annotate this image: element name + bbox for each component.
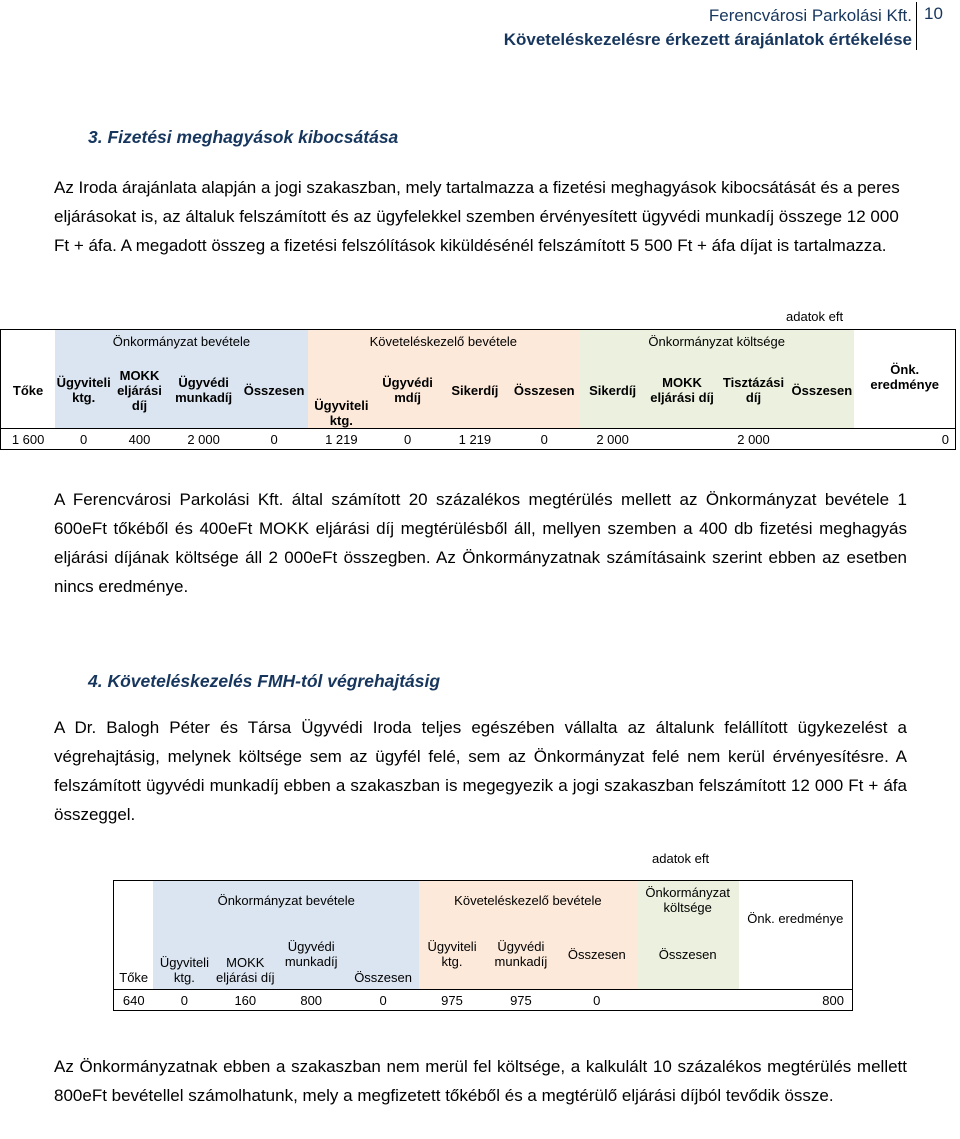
table-cell: 640 xyxy=(114,990,154,1011)
col-header: Sikerdíj xyxy=(579,352,646,429)
table-group-header-row xyxy=(1,330,956,353)
col-header: Tisztázási díj xyxy=(718,352,790,429)
col-header: Tőke xyxy=(1,352,56,429)
col-header: Összesen xyxy=(240,352,307,429)
table-cell xyxy=(646,429,718,450)
group-header-collector-revenue: Követeléskezelő bevétele xyxy=(308,330,579,353)
col-header: Ügyvédi munkadíj xyxy=(167,352,241,429)
group-header-cost: Önkormányzat költsége xyxy=(637,881,739,920)
col-header: Sikerdíj xyxy=(440,352,509,429)
table-cell: 0 xyxy=(55,429,112,450)
col-header: Tőke xyxy=(114,919,154,990)
unit-label-2: adatok eft xyxy=(652,851,710,866)
group-header-collector-revenue: Követeléskezelő bevétele xyxy=(419,881,637,920)
table-cell: 0 xyxy=(789,429,955,450)
table-cell: 0 xyxy=(375,429,440,450)
col-header: Ügyviteli ktg. xyxy=(153,919,215,990)
table-cell: 0 xyxy=(240,429,307,450)
table-cell: 0 xyxy=(347,990,419,1011)
page-number: 10 xyxy=(924,4,943,23)
table-group-header-row xyxy=(114,881,853,920)
section-3-paragraph-1: Az Iroda árajánlata alapján a jogi szakaszban, mely tartalmazza a fizetési meghagyások kibocsátását és a peres eljárásokat is, az általuk felszámított és az ügyfelekkel szemben érvényesített ügyvédi munkadíj összege 12 000 Ft + áfa. A megadott összeg a fizetési felszólítások kiküldésénél felszámított 5 500 Ft + áfa díjat is tartalmazza. xyxy=(54,178,900,255)
table-cell: 2 000 xyxy=(718,429,790,450)
col-header: Összesen xyxy=(789,352,854,429)
table-cell: 975 xyxy=(419,990,485,1011)
section-4-paragraph-1: A Dr. Balogh Péter és Társa Ügyvédi Iroda teljes egészében vállalta az általunk felállított ügykezelést a végrehajtásig, melynek költsége sem az ügyfél felé, sem az Önkormányzat felé nem kerül érvényesítésre. A felszámított ügyvédi munkadíj ebben a szakaszban is megegyezik a jogi szakaszban felszámított 12 000 Ft + áfa összeggel. xyxy=(54,718,907,824)
col-header: Ügyvédi mdíj xyxy=(375,352,440,429)
col-header: Összesen xyxy=(637,919,739,990)
table-cell: 0 xyxy=(557,990,637,1011)
header-doc-title: Követeléskezelésre érkezett árajánlatok értékelése xyxy=(503,30,912,49)
section-4-paragraph-2: Az Önkormányzatnak ebben a szakaszban nem merül fel költsége, a kalkulált 10 százalékos megtérülés mellett 800eFt bevétellel számolhatunk, mely a megfizetett tőkéből és a megtérülő eljárási díjból tevődik össze. xyxy=(54,1057,907,1105)
col-header: MOKK eljárási díj xyxy=(646,352,718,429)
table-cell: 2 000 xyxy=(167,429,241,450)
table-cell: 1 219 xyxy=(440,429,509,450)
table-cell: 975 xyxy=(485,990,557,1011)
section-3-paragraph-2: A Ferencvárosi Parkolási Kft. által számított 20 százalékos megtérülés mellett az Önkormányzat bevétele 1 600eFt tőkéből és 400eFt MOKK eljárási díj megtérülésből áll, mellyen szemben a 400 db fizetési meghagyás eljárási díjának költsége áll 2 000eFt összegben. Az Önkormányzatnak számításaink szerint ebben az esetben nincs eredménye. xyxy=(54,490,907,596)
table-row xyxy=(1,429,956,450)
col-header: MOKK eljárási díj xyxy=(112,352,167,429)
col-header: Összesen xyxy=(557,919,637,990)
col-header: Ügyviteli ktg. xyxy=(55,352,112,429)
data-table-section-4 xyxy=(113,880,853,1011)
section-3-heading: 3. Fizetési meghagyások kibocsátása xyxy=(88,127,399,147)
table-cell: 2 000 xyxy=(579,429,646,450)
table-cell: 1 600 xyxy=(1,429,56,450)
table-header-row xyxy=(1,352,956,429)
table-cell: 800 xyxy=(637,990,853,1011)
table-cell: 0 xyxy=(153,990,215,1011)
table-cell: 1 219 xyxy=(308,429,375,450)
col-header: Önk. eredménye xyxy=(854,352,955,429)
col-header: Összesen xyxy=(347,919,419,990)
group-header-revenue: Önkormányzat bevétele xyxy=(55,330,308,353)
col-header: Összesen xyxy=(510,352,579,429)
col-header: Ügyviteli ktg. xyxy=(419,919,485,990)
section-4-heading: 4. Követeléskezelés FMH-tól végrehajtásig xyxy=(88,671,441,691)
table-row xyxy=(114,990,853,1011)
header-company: Ferencvárosi Parkolási Kft. xyxy=(708,6,912,25)
data-table-section-3 xyxy=(0,329,956,450)
col-header: Ügyviteli ktg. xyxy=(308,352,375,429)
table-cell: 400 xyxy=(112,429,167,450)
page-header xyxy=(312,4,912,52)
col-header: MOKK eljárási díj xyxy=(215,919,275,990)
table-cell: 800 xyxy=(275,990,347,1011)
group-header-revenue: Önkormányzat bevétele xyxy=(153,881,419,920)
group-header-cost: Önkormányzat költsége xyxy=(579,330,854,353)
col-header: Ügyvédi munkadíj xyxy=(485,919,557,990)
header-divider xyxy=(916,2,917,50)
table-cell: 160 xyxy=(215,990,275,1011)
col-header: Önk. eredménye xyxy=(739,881,853,990)
unit-label-1: adatok eft xyxy=(786,309,844,324)
col-header: Ügyvédi munkadíj xyxy=(275,919,347,990)
table-cell: 0 xyxy=(510,429,579,450)
